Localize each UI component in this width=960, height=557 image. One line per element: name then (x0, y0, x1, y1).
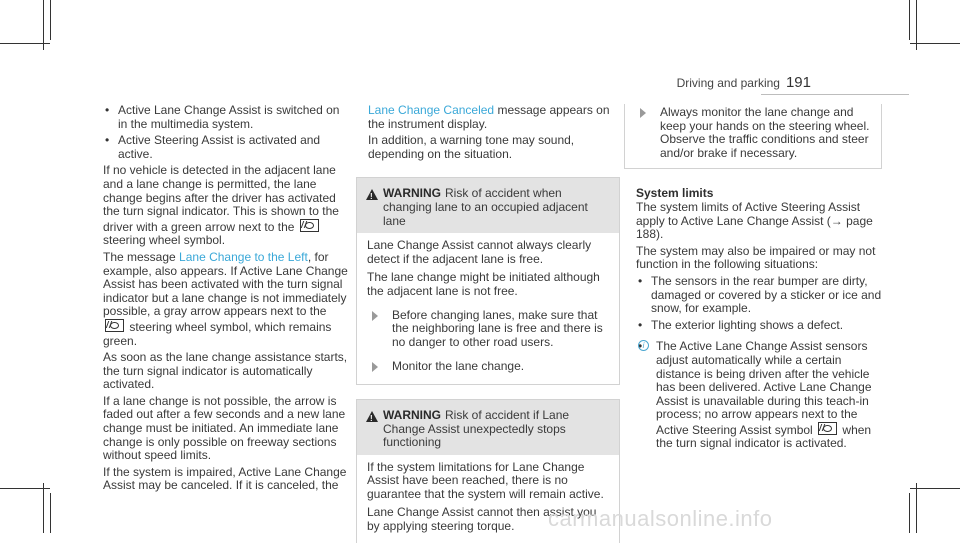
text: steering wheel symbol. (103, 233, 226, 248)
warning-box-continued (624, 104, 882, 169)
paragraph: If a lane change is not possible, the arrow is faded out after a few seconds and a new lane change must be initiated. An immediate lane change is only possible on freeway sections without speed limits. (103, 393, 346, 463)
warning-header (357, 178, 619, 233)
list-item: • Active Steering Assist is activated and active. (103, 134, 351, 161)
crop-mark (909, 0, 910, 40)
crop-mark (43, 0, 44, 50)
header-rule (761, 94, 909, 95)
paragraph (624, 201, 882, 242)
display-message-link[interactable]: Lane Change Canceled (368, 103, 495, 117)
section-heading: System limits (636, 186, 714, 201)
warning-box (356, 177, 620, 385)
paragraph (103, 251, 351, 348)
warning-title: Risk of accident when changing lane to an occupied adjacent lane (383, 186, 588, 228)
crop-mark (910, 488, 960, 489)
instruction-step (635, 106, 871, 160)
warning-body (625, 104, 881, 168)
warning-title: Risk of accident if Lane Change Assist unexpectedly stops functioning (383, 407, 570, 450)
paragraph: If the system is impaired, Active Lane Change Assist may be canceled. If it is canceled, the (103, 464, 347, 493)
step-arrow-icon (372, 311, 378, 321)
paragraph: The lane change might be initiated although the adjacent lane is not free. (367, 270, 600, 298)
list-item: • The exterior lighting shows a defect. (636, 319, 882, 333)
crop-mark (910, 43, 960, 44)
paragraph: If the system limitations for Lane Change Assist have been reached, there is no guarantee that the system will remain active. (367, 459, 604, 501)
warning-label: WARNING (383, 186, 441, 201)
text: when the turn signal indicator is activated. (656, 422, 872, 451)
text: message appears on the instrument display. (368, 103, 610, 131)
info-note (636, 340, 882, 451)
text: Always monitor the lane change and keep your hands on the steering wheel. Observe the traffic conditions and steer and/or brake if necessary. (660, 105, 870, 160)
warning-body (357, 233, 619, 384)
column-2 (356, 104, 620, 557)
paragraph: Lane Change Assist cannot then assist you by applying steering torque. (367, 505, 597, 534)
warning-header (357, 400, 619, 455)
section-title: Driving and parking (676, 76, 780, 90)
display-message-link[interactable]: Lane Change to the Left (179, 249, 308, 264)
crop-mark (916, 483, 917, 533)
column-1 (103, 104, 351, 496)
paragraph: In addition, a warning tone may sound, depending on the situation. (368, 133, 575, 161)
warning-icon (366, 411, 378, 422)
text: The Active Lane Change Assist sensors adjust automatically while a certain distance is being driven after the vehicle has been delivered. Active Lane Change Assist is unavailable during this teach-in process; no arrow appears next to the Active Steering Assist symbol (656, 339, 872, 437)
instruction-step (367, 360, 609, 374)
text: Before changing lanes, make sure that the neighboring lane is free and there is no danger to other road users. (392, 307, 603, 349)
watermark: carmanualsonline.info (548, 506, 773, 531)
text: page 188). (636, 213, 873, 242)
text: Monitor the lane change. (392, 359, 525, 374)
paragraph: The system may also be impaired or may not function in the following situations: (636, 243, 876, 272)
warning-icon (366, 189, 378, 200)
paragraph (356, 104, 620, 131)
step-arrow-icon (640, 108, 646, 118)
column-3 (624, 104, 882, 454)
text: The message (103, 249, 176, 264)
steering-assist-icon (300, 219, 319, 232)
crop-mark (43, 483, 44, 533)
list-item: • The sensors in the rear bumper are dirty, damaged or covered by a sticker or ice and snow, for example. (636, 275, 882, 316)
text: steering wheel symbol, which remains green. (103, 319, 332, 348)
crop-mark (909, 493, 910, 533)
paragraph: Lane Change Assist cannot always clearly detect if the adjacent lane is free. (367, 238, 592, 266)
crop-mark (50, 0, 51, 40)
text: The system limits of Active Steering Assist apply to Active Lane Change Assist ( (636, 199, 861, 228)
info-icon: • i (638, 340, 649, 351)
steering-assist-icon (105, 319, 124, 332)
running-header (677, 74, 811, 91)
list-item: • Active Lane Change Assist is switched on in the multimedia system. (103, 104, 351, 131)
crop-mark (916, 0, 917, 50)
step-arrow-icon (372, 362, 378, 372)
reference-arrow-icon: → (830, 213, 843, 228)
paragraph: As soon as the lane change assistance starts, the turn signal indicator is automatically activated. (103, 350, 348, 392)
page-number: 191 (785, 74, 811, 91)
steering-assist-icon (818, 422, 837, 435)
crop-mark (50, 493, 51, 533)
instruction-step (367, 309, 609, 350)
warning-label: WARNING (383, 407, 441, 422)
paragraph (103, 164, 351, 248)
text: , for example, also appears. If Active Lane Change Assist has been activated with the turn signal indicator but a lane change is not immediately possible, a gray arrow appears next to the (103, 249, 348, 319)
text: If no vehicle is detected in the adjacent lane and a lane change is permitted, the lane change begins after the driver has activated the turn signal indicator. This is shown to the driver with a green arrow next to the (103, 163, 339, 234)
